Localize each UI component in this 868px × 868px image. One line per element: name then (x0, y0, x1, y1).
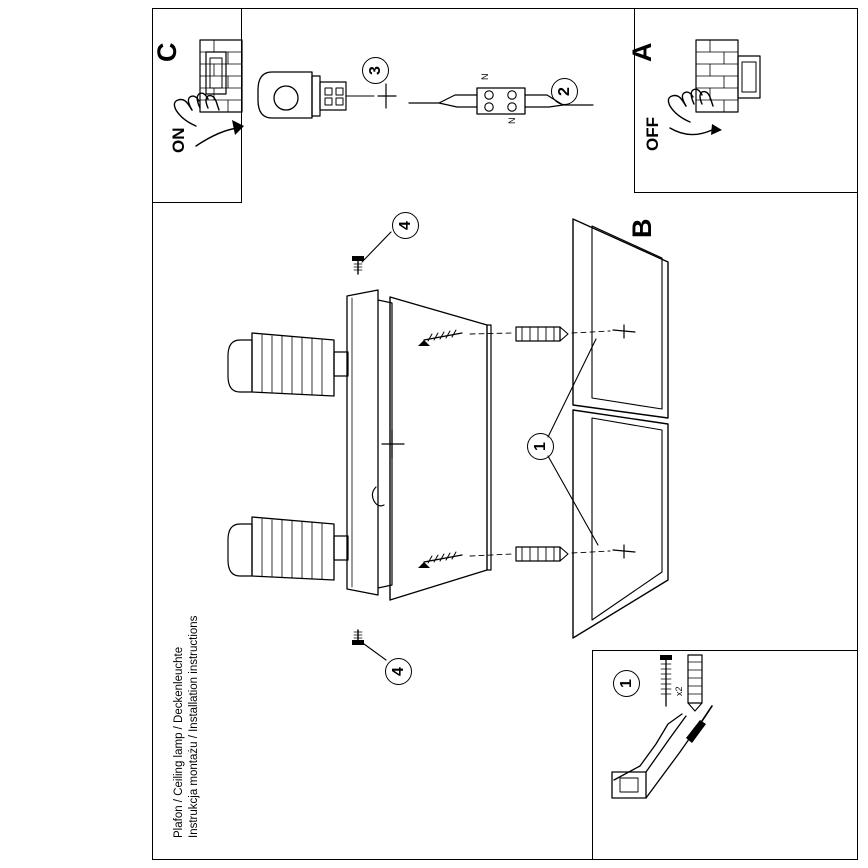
instruction-title-line-2: Plafon / Ceiling lamp / Deckenleuchte (173, 646, 185, 838)
callout-2: 2 (551, 78, 578, 105)
callout-1-main: 1 (527, 433, 554, 460)
callout-4-top: 4 (392, 212, 419, 239)
terminal-label-left: N (480, 73, 490, 80)
callout-3: 3 (362, 57, 389, 84)
terminal-label-right: N (507, 117, 517, 124)
callout-4-bottom: 4 (385, 658, 412, 685)
panel-c-letter: C (152, 42, 182, 62)
instruction-title-line-1: Instrukcja montażu / Installation instructions (188, 615, 200, 838)
accessory-quantity-label: x2 (674, 686, 684, 696)
panel-a-switch-label: OFF (643, 117, 662, 151)
panel-b-letter: B (627, 218, 657, 238)
panel-a-letter: A (627, 42, 657, 62)
panel-c-switch-label: ON (169, 127, 188, 153)
panel-a (634, 8, 858, 193)
callout-1-accessories: 1 (613, 670, 640, 697)
